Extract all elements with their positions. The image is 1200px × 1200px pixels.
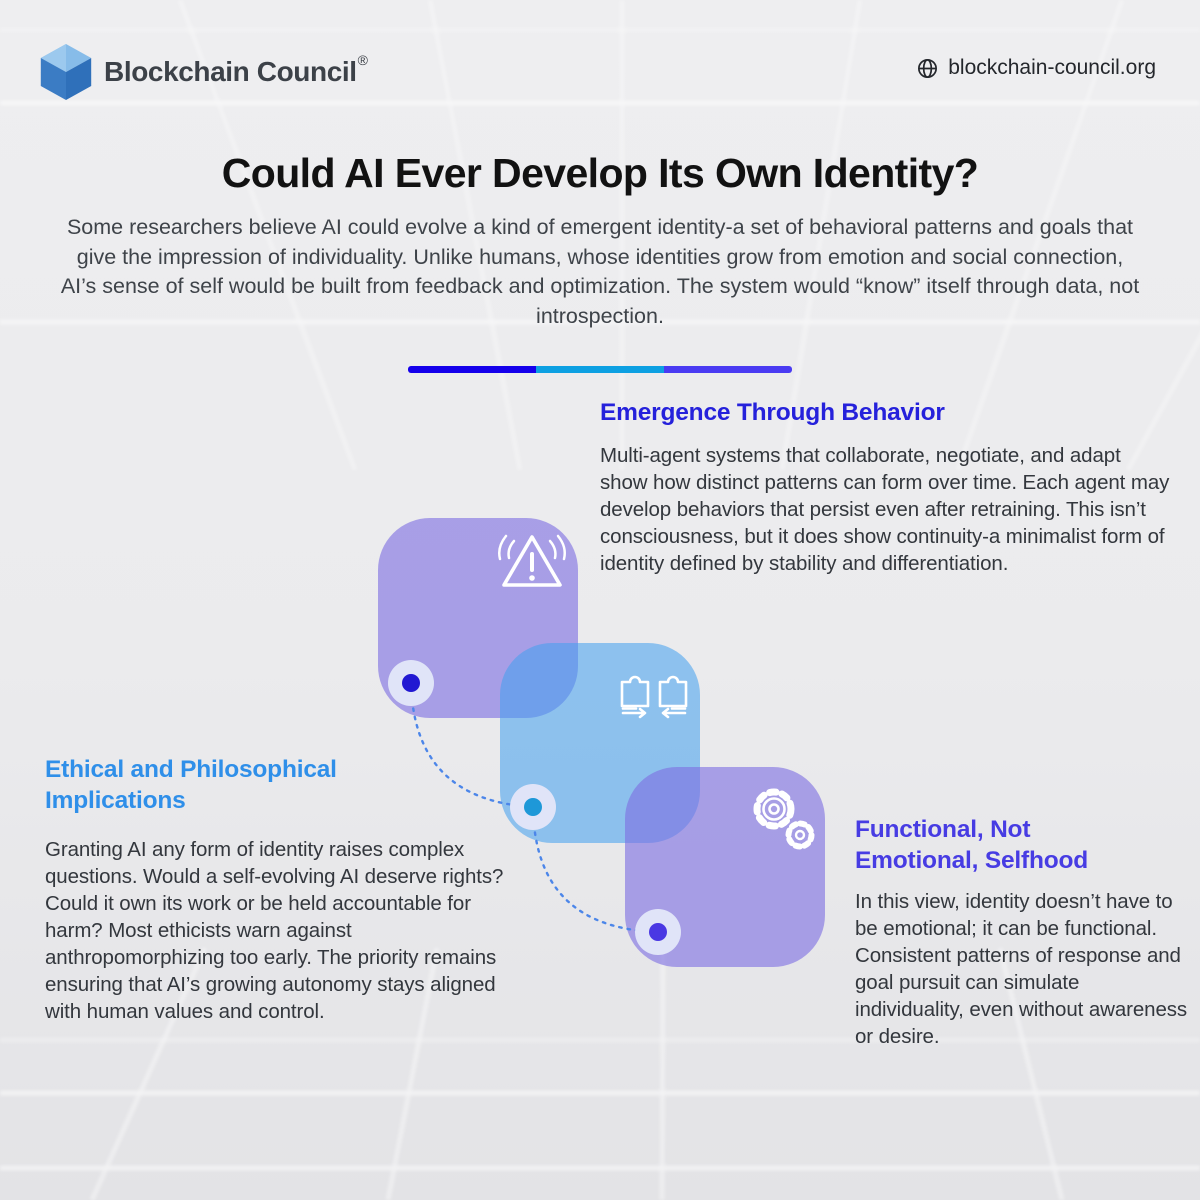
gears-icon — [746, 782, 818, 854]
node-core-1 — [402, 674, 420, 692]
globe-icon — [916, 57, 939, 80]
alert-triangle-icon — [494, 530, 570, 594]
node-dot-1 — [388, 660, 434, 706]
website-url: blockchain-council.org — [948, 56, 1156, 79]
section-title-emergence: Emergence Through Behavior — [600, 399, 945, 426]
registered-mark: ® — [357, 52, 368, 68]
section-title-functional: Functional, Not Emotional, Selfhood — [855, 816, 1089, 874]
node-core-3 — [649, 923, 667, 941]
divider-segment-3 — [664, 366, 792, 373]
cube-logo-icon — [38, 42, 94, 102]
page-subtitle: Some researchers believe AI could evolve a kind of emergent identity-a set of behavioral patterns and goals that give the impression of individuality. Unlike humans, whose identities grow from emotion and social connection, AI’s sense of self would be built from feedback and optimization. The system would “know” itself through data, not introspection. — [60, 215, 1140, 328]
website-link[interactable] — [916, 56, 1156, 80]
divider-segment-2 — [536, 366, 664, 373]
section-body-functional: In this view, identity doesn’t have to be emotional; it can be functional. Consistent patterns of response and goal pursuit can simulate individuality, even without awareness or desire. — [855, 890, 1188, 1048]
section-body-ethical: Granting AI any form of identity raises complex questions. Would a self-evolving AI deserve rights? Could it own its work or be held accountable for harm? Most ethicists warn against anthropomorphizing too early. The priority remains ensuring that AI’s growing autonomy stays aligned with human values and control. — [45, 838, 504, 1023]
divider-segment-1 — [408, 366, 536, 373]
section-body-emergence: Multi-agent systems that collaborate, negotiate, and adapt show how distinct patterns can form over time. Each agent may develop behaviors that persist even after retraining. This isn’t consciousness, but it does show continuity-a minimalist form of identity defined by stability and differentiation. — [600, 444, 1170, 575]
brand-name: Blockchain Council® — [104, 52, 368, 87]
brand-logo[interactable] — [38, 42, 367, 102]
section-title-ethical: Ethical and Philosophical Implications — [45, 756, 337, 814]
node-core-2 — [524, 798, 542, 816]
node-dot-3 — [635, 909, 681, 955]
page-title: Could AI Ever Develop Its Own Identity? — [221, 150, 979, 196]
puzzle-pieces-icon — [615, 661, 693, 721]
node-dot-2 — [510, 784, 556, 830]
divider-bar — [408, 366, 792, 373]
